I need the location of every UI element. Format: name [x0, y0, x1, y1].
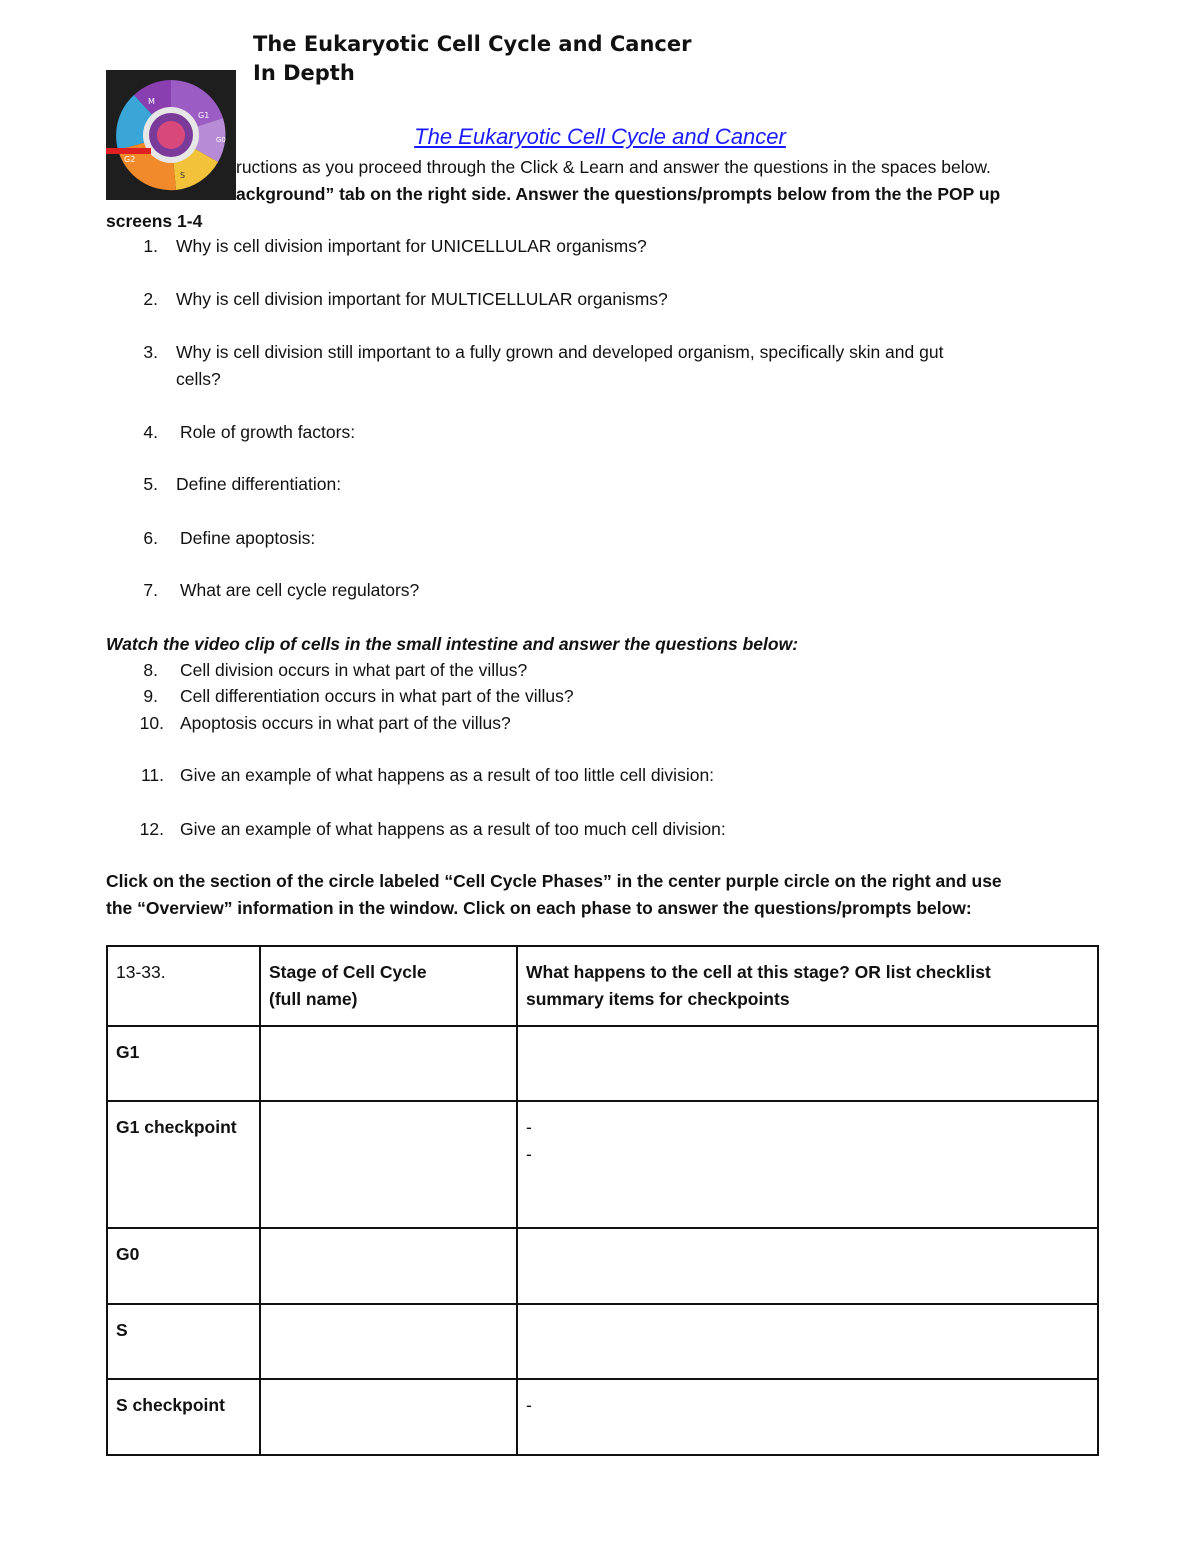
question-text: Cell differentiation occurs in what part of the villus? — [180, 686, 574, 706]
stage-name-cell[interactable] — [260, 1304, 517, 1379]
table-header-description — [517, 946, 1098, 1026]
question-number: 7. — [143, 580, 158, 600]
checklist-dash: - — [526, 1395, 532, 1415]
question-text: Give an example of what happens as a result of too little cell division: — [180, 765, 715, 785]
question-number: 3. — [143, 342, 158, 362]
stage-description-cell[interactable] — [517, 1379, 1098, 1455]
question-number: 11. — [140, 765, 164, 785]
table-row — [107, 1228, 1098, 1304]
table-row — [107, 1101, 1098, 1228]
question-text: Define differentiation: — [176, 474, 342, 494]
question-number: 2. — [143, 289, 158, 309]
stage-description-cell[interactable] — [517, 1228, 1098, 1304]
stage-name-cell[interactable] — [260, 1101, 517, 1228]
table-header-description-line-1: What happens to the cell at this stage? OR list checklist — [526, 962, 991, 982]
stage-description-cell[interactable] — [517, 1026, 1098, 1101]
stage-label: G0 — [107, 1228, 260, 1304]
phases-instructions-line-2: the “Overview” information in the window. Click on each phase to answer the questions/prompts below: — [106, 898, 972, 918]
question-text: Why is cell division still important to a fully grown and developed organism, specifically skin and gut — [176, 342, 944, 362]
question-text: Why is cell division important for MULTICELLULAR organisms? — [176, 289, 668, 309]
intro-line-2: ackground” tab on the right side. Answer the questions/prompts below from the the POP up — [236, 184, 1001, 204]
title-line-2: In Depth — [253, 61, 355, 85]
stage-description-cell[interactable] — [517, 1101, 1098, 1228]
checklist-dash: - — [526, 1117, 532, 1137]
table-header-stage — [260, 946, 517, 1026]
document-title — [253, 30, 691, 88]
question-number: 12. — [139, 819, 164, 839]
question-text: Role of growth factors: — [180, 422, 356, 442]
title-line-1: The Eukaryotic Cell Cycle and Cancer — [253, 32, 692, 56]
table-header-stage-line-1: Stage of Cell Cycle — [269, 962, 427, 982]
question-number: 8. — [143, 660, 158, 680]
question-text: Why is cell division important for UNICELLULAR organisms? — [176, 236, 647, 256]
question-number: 10. — [139, 713, 164, 733]
question-number: 9. — [143, 686, 158, 706]
logo-label-g2: G2 — [124, 155, 136, 164]
logo-label-g0: G0 — [216, 136, 226, 144]
table-row — [107, 1026, 1098, 1101]
click-and-learn-link[interactable]: The Eukaryotic Cell Cycle and Cancer — [414, 124, 786, 149]
intro-line-1: ructions as you proceed through the Click & Learn and answer the questions in the spaces below. — [236, 157, 991, 177]
phases-instructions-line-1: Click on the section of the circle labeled “Cell Cycle Phases” in the center purple circle on the right and use — [106, 871, 1002, 891]
table-header-description-line-2: summary items for checkpoints — [526, 989, 790, 1009]
question-text: Define apoptosis: — [180, 528, 316, 548]
logo-label-m: M — [148, 97, 155, 106]
stage-label: G1 checkpoint — [107, 1101, 260, 1228]
intro-line-3: screens 1-4 — [106, 211, 203, 231]
question-text-continued: cells? — [176, 369, 221, 389]
table-row — [107, 1379, 1098, 1455]
stage-label: G1 — [107, 1026, 260, 1101]
question-number: 6. — [143, 528, 158, 548]
logo-label-g1: G1 — [198, 111, 210, 120]
stage-description-cell[interactable] — [517, 1304, 1098, 1379]
table-header-row — [107, 946, 1098, 1026]
table-row — [107, 1304, 1098, 1379]
cell-cycle-stages-table — [106, 945, 1099, 1456]
stage-name-cell[interactable] — [260, 1379, 517, 1455]
stage-name-cell[interactable] — [260, 1228, 517, 1304]
question-text: Cell division occurs in what part of the villus? — [180, 660, 528, 680]
question-number: 5. — [143, 474, 158, 494]
video-heading: Watch the video clip of cells in the small intestine and answer the questions below: — [106, 634, 799, 654]
checklist-dash: - — [526, 1144, 532, 1164]
logo-label-s: S — [180, 171, 186, 180]
question-number: 1. — [143, 236, 158, 256]
question-text: Give an example of what happens as a result of too much cell division: — [180, 819, 726, 839]
table-header-number: 13-33. — [107, 946, 260, 1026]
stage-name-cell[interactable] — [260, 1026, 517, 1101]
table-header-stage-line-2: (full name) — [269, 989, 358, 1009]
question-text: What are cell cycle regulators? — [180, 580, 420, 600]
question-text: Apoptosis occurs in what part of the villus? — [180, 713, 511, 733]
stage-label: S checkpoint — [107, 1379, 260, 1455]
question-number: 4. — [143, 422, 158, 442]
stage-label: S — [107, 1304, 260, 1379]
